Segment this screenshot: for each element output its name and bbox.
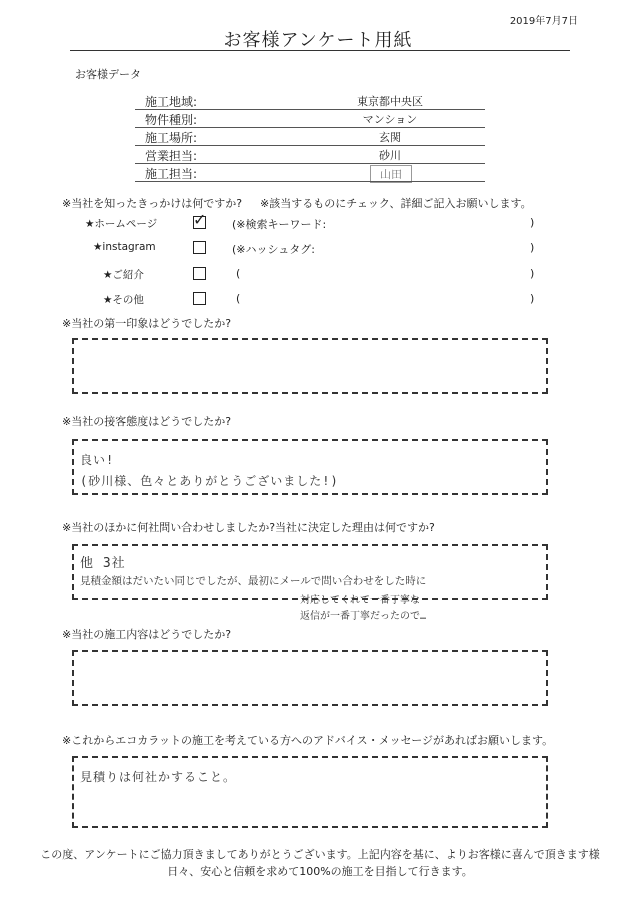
answer-box-advice — [72, 756, 548, 828]
answer-box-construction — [72, 650, 548, 706]
question-advice: ※これからエコカラットの施工を考えている方へのアドバイス・メッセージがあればお願いします。 — [62, 734, 554, 747]
handwritten-answer-line: 見積りは何社かすること。 — [80, 770, 237, 784]
area-label: 施工地域: — [145, 95, 198, 109]
check-mark-icon: ✓ — [193, 210, 207, 229]
question-other-companies: ※当社のほかに何社問い合わせしましたか?当社に決定した理由は何ですか? — [62, 521, 435, 534]
option-other-label: ★その他 — [103, 294, 144, 306]
customer-row-type — [85, 110, 485, 128]
customer-row-installer — [85, 164, 485, 182]
page-title: お客様アンケート用紙 — [223, 30, 413, 51]
type-label: 物件種別: — [145, 113, 198, 127]
option-instagram-label: ★instagram — [93, 241, 156, 253]
option-referral-close: ) — [530, 267, 535, 280]
answer-box-first-impression — [72, 338, 548, 394]
footer-message — [40, 846, 600, 880]
option-instagram-detail: (※ハッシュタグ: — [232, 243, 315, 256]
handwritten-answer-line: 対応してくれて一番丁寧な — [300, 595, 420, 606]
option-referral-checkbox[interactable] — [193, 267, 206, 280]
place-label: 施工場所: — [145, 131, 198, 145]
area-value: 東京都中央区 — [357, 95, 423, 108]
option-other-checkbox[interactable] — [193, 292, 206, 305]
question-source: ※当社を知ったきっかけは何ですか? — [62, 197, 243, 210]
option-instagram-checkbox[interactable] — [193, 241, 206, 254]
question-first-impression: ※当社の第一印象はどうでしたか? — [62, 317, 232, 330]
installer-label: 施工担当: — [145, 167, 198, 181]
option-homepage-detail: (※検索キーワード: — [232, 218, 327, 231]
survey-date: 2019年7月7日 — [509, 16, 578, 27]
question-source-note: ※該当するものにチェック、詳細ご記入お願いします。 — [260, 197, 532, 210]
type-value: マンション — [362, 113, 418, 126]
question-service-attitude: ※当社の接客態度はどうでしたか? — [62, 415, 232, 428]
sales-label: 営業担当: — [145, 149, 198, 163]
sales-value: 砂川 — [379, 149, 401, 162]
option-other-detail: ( — [236, 292, 241, 305]
footer-line: 日々、安心と信頼を求めて100%の施工を目指して行きます。 — [167, 865, 473, 878]
option-instagram-close: ) — [530, 241, 535, 254]
customer-row-area — [85, 92, 485, 110]
option-referral-detail: ( — [236, 267, 241, 280]
handwritten-answer-line: 他 3社 — [80, 556, 126, 571]
place-value: 玄関 — [379, 131, 401, 144]
title-underline — [70, 50, 570, 51]
option-homepage-close: ) — [530, 216, 535, 229]
option-referral-label: ★ご紹介 — [103, 269, 144, 281]
question-construction: ※当社の施工内容はどうでしたか? — [62, 628, 232, 641]
handwritten-answer-line: 良い! — [80, 453, 115, 467]
handwritten-answer-line: 見積金額はだいたい同じでしたが、最初にメールで問い合わせをした時に — [80, 575, 427, 587]
handwritten-answer-line: (砂川様、色々とありがとうございました!) — [80, 474, 339, 488]
customer-section-heading: お客様データ — [75, 68, 141, 81]
handwritten-answer-line: 返信が一番丁寧だったので… — [300, 611, 427, 622]
installer-stamp: 山田 — [370, 165, 412, 183]
option-homepage-label: ★ホームページ — [85, 218, 158, 230]
option-other-close: ) — [530, 292, 535, 305]
customer-row-place — [85, 128, 485, 146]
footer-line: この度、アンケートにご協力頂きましてありがとうございます。上記内容を基に、よりお客様に喜んで頂きます様 — [40, 848, 600, 861]
row-divider — [135, 181, 485, 182]
customer-row-sales — [85, 146, 485, 164]
